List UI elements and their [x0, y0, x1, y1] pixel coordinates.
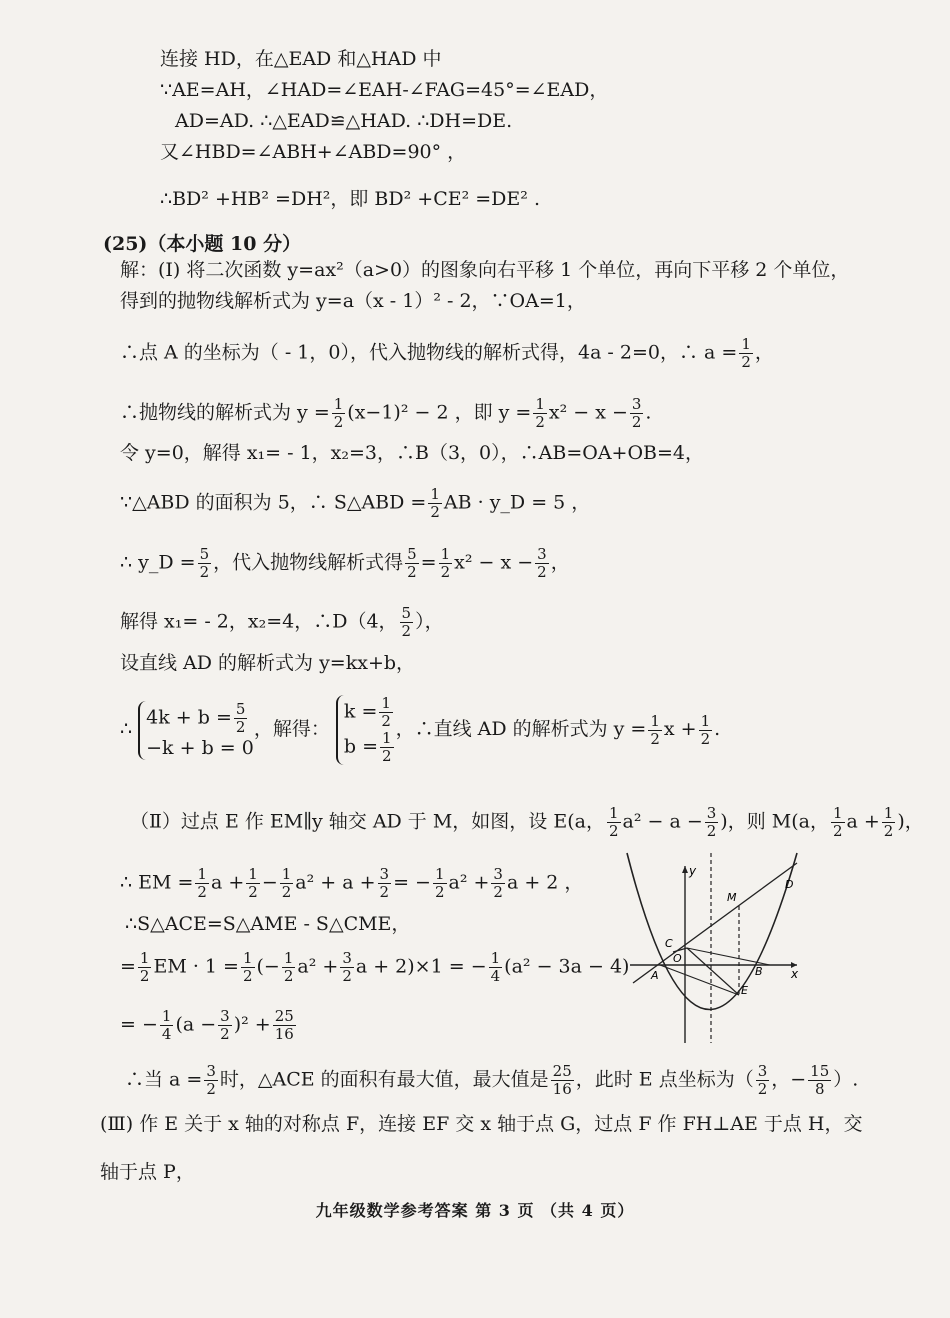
graph-label-m: M	[727, 891, 737, 904]
part1-point-a: ∴点 A 的坐标为（ - 1，0），代入抛物线的解析式得，4a - 2=0，∴ a = $\frac{1}{2}$ ，	[120, 335, 774, 371]
point-a-text: ∴点 A 的坐标为（ - 1，0），代入抛物线的解析式得，4a - 2=0，∴ a =	[120, 341, 738, 364]
question-25-heading: (25)（本小题 10 分）	[103, 233, 302, 255]
proof-line-2: ∵AE=AH，∠HAD=∠EAH-∠FAG=45°=∠EAD，	[160, 79, 609, 101]
yd-c: =	[420, 551, 437, 574]
graph-label-c: C	[665, 937, 673, 950]
expr-b: (x−1)² − 2 ，即 y =	[347, 401, 532, 424]
expr-c: x² − x −	[548, 401, 628, 424]
frac-expr-2: $\frac{1}{2}$	[535, 395, 545, 431]
graph-label-b: B	[755, 965, 763, 978]
equation-system-2: k = $\frac{1}{2}$ b = $\frac{1}{2}$	[336, 695, 396, 765]
proof-line-1: 连接 HD，在△EAD 和△HAD 中	[160, 48, 442, 70]
proof-conclusion: ∴BD² +HB² =DH²，即 BD² +CE² =DE² .	[160, 188, 540, 210]
graph-label-y: y	[689, 864, 697, 878]
expr-a: ∴抛物线的解析式为 y =	[120, 401, 330, 424]
yd-d: x² − x −	[454, 551, 534, 574]
segment-ce	[687, 948, 739, 995]
frac-yd: $\frac{5}{2}$	[199, 545, 210, 581]
graph-label-e: E	[741, 984, 748, 997]
part2-em: ∴ EM = $\frac{1}{2}$ a + $\frac{1}{2}$ − $\frac{1}{2}$ a² + a + $\frac{3}{2}$ = − $\frac{1}{2}$ a² + $\frac{3}{2}$ a + 2 ，	[120, 865, 584, 901]
pd-a: 解得 x₁= - 2，x₂=4，∴D（4，	[120, 610, 398, 633]
sys-therefore: ∴	[120, 718, 133, 740]
part3-intro-cont: 轴于点 P，	[100, 1161, 195, 1183]
frac-yd-3: $\frac{1}{2}$	[440, 545, 451, 581]
sys-result-x: x +	[663, 718, 697, 740]
page-footer: 九年级数学参考答案 第 3 页 （共 4 页）	[315, 1201, 635, 1220]
sys-solve: ，解得：	[253, 718, 330, 740]
frac-sys-2: $\frac{1}{2}$	[700, 711, 711, 748]
segment-ae	[660, 965, 739, 995]
sys-result: ，∴直线 AD 的解析式为 y =	[395, 718, 647, 740]
equation-system-1: 4k + b = $\frac{5}{2}$ −k + b = 0	[138, 701, 254, 760]
part1-expression: ∴抛物线的解析式为 y = $\frac{1}{2}$ (x−1)² − 2 ，即 y = $\frac{1}{2}$ x² − x − $\frac{3}{2}$ .	[120, 395, 652, 431]
proof-line-3: AD=AD. ∴△EAD≌△HAD. ∴DH=DE.	[175, 110, 513, 132]
part1-area	[120, 486, 590, 521]
frac-area: $\frac{1}{2}$	[430, 485, 440, 521]
frac-yd-4: $\frac{3}{2}$	[537, 545, 547, 581]
part2-vertex-form: = − $\frac{1}{4}$ (a − $\frac{3}{2}$ )² + $\frac{25}{16}$	[120, 1007, 294, 1043]
proof-line-4: 又∠HBD=∠ABH+∠ABD=90° ，	[160, 141, 467, 163]
yd-b: ，代入抛物线解析式得	[213, 551, 404, 574]
part1-roots: 令 y=0，解得 x₁= - 1，x₂=3，∴B（3，0），∴AB=OA+OB=4，	[120, 442, 705, 464]
graph-label-d: D	[785, 878, 794, 891]
part1-yd: ∴ y_D = $\frac{5}{2}$ ，代入抛物线解析式得 $\frac{5}{2}$ = $\frac{1}{2}$ x² − x − $\frac{3}{2}$ ，	[120, 545, 570, 581]
part1-parabola: 得到的抛物线解析式为 y=a（x - 1）² - 2，∵OA=1，	[120, 290, 586, 312]
parabola-curve	[627, 853, 797, 1010]
part2-area-split: ∴S△ACE=S△AME - S△CME，	[125, 913, 411, 935]
frac-expr-3: $\frac{3}{2}$	[631, 395, 642, 431]
frac-pd: $\frac{5}{2}$	[401, 604, 412, 640]
frac-a-value: $\frac{1}{2}$	[741, 335, 751, 371]
segment-cb	[687, 948, 770, 965]
part1-point-d	[120, 605, 444, 640]
part1-system: ∴ 4k + b = $\frac{5}{2}$ −k + b = 0 ，解得： k = $\frac{1}{2}$ b = $\frac{1}{2}$ ，∴直线 AD 的解析式为 y = $\frac{1}{2}$ x + $\frac{1}{2}$ .	[120, 694, 721, 765]
part3-intro: (Ⅲ) 作 E 关于 x 轴的对称点 F，连接 EF 交 x 轴于点 G，过点 F 作 FH⊥AE 于点 H，交	[100, 1113, 863, 1135]
part1-line-ad: 设直线 AD 的解析式为 y=kx+b，	[120, 652, 416, 674]
graph-label-x: x	[791, 967, 799, 981]
yd-a: ∴ y_D =	[120, 551, 196, 574]
frac-yd-2: $\frac{5}{2}$	[407, 545, 417, 581]
frac-expr-1: $\frac{1}{2}$	[333, 395, 344, 431]
graph-label-a: A	[651, 969, 659, 982]
pd-b: ），	[415, 610, 444, 633]
part2-conclusion: ∴当 a = $\frac{3}{2}$ 时，△ACE 的面积有最大值，最大值是 $\frac{25}{16}$ ，此时 E 点坐标为（ $\frac{3}{2}$ ，− $\frac{15}{8}$ ）.	[125, 1062, 859, 1098]
part1-intro: 解：(Ⅰ) 将二次函数 y=ax²（a>0）的图象向右平移 1 个单位，再向下平移 2 个单位，	[120, 259, 850, 281]
y-axis-arrow-icon	[682, 866, 688, 873]
part2-area-calc: = $\frac{1}{2}$ EM · 1 = $\frac{1}{2}$ (− $\frac{1}{2}$ a² + $\frac{3}{2}$ a + 2)×1 = − $\frac{1}{4}$ (a² − 3a − 4)	[120, 949, 630, 985]
area-b: AB · y_D = 5 ，	[443, 491, 591, 514]
graph-label-o: O	[673, 952, 682, 965]
area-a: ∵△ABD 的面积为 5，∴ S△ABD =	[120, 491, 427, 514]
frac-sys-1: $\frac{1}{2}$	[650, 711, 660, 748]
parabola-figure	[615, 848, 815, 1048]
part2-intro: （Ⅱ）过点 E 作 EM∥y 轴交 AD 于 M，如图，设 E(a， $\frac{1}{2}$ a² − a − $\frac{3}{2}$ )，则 M(a， $\frac{1}{2}$ a + $\frac{1}{2}$ )，	[130, 804, 924, 840]
